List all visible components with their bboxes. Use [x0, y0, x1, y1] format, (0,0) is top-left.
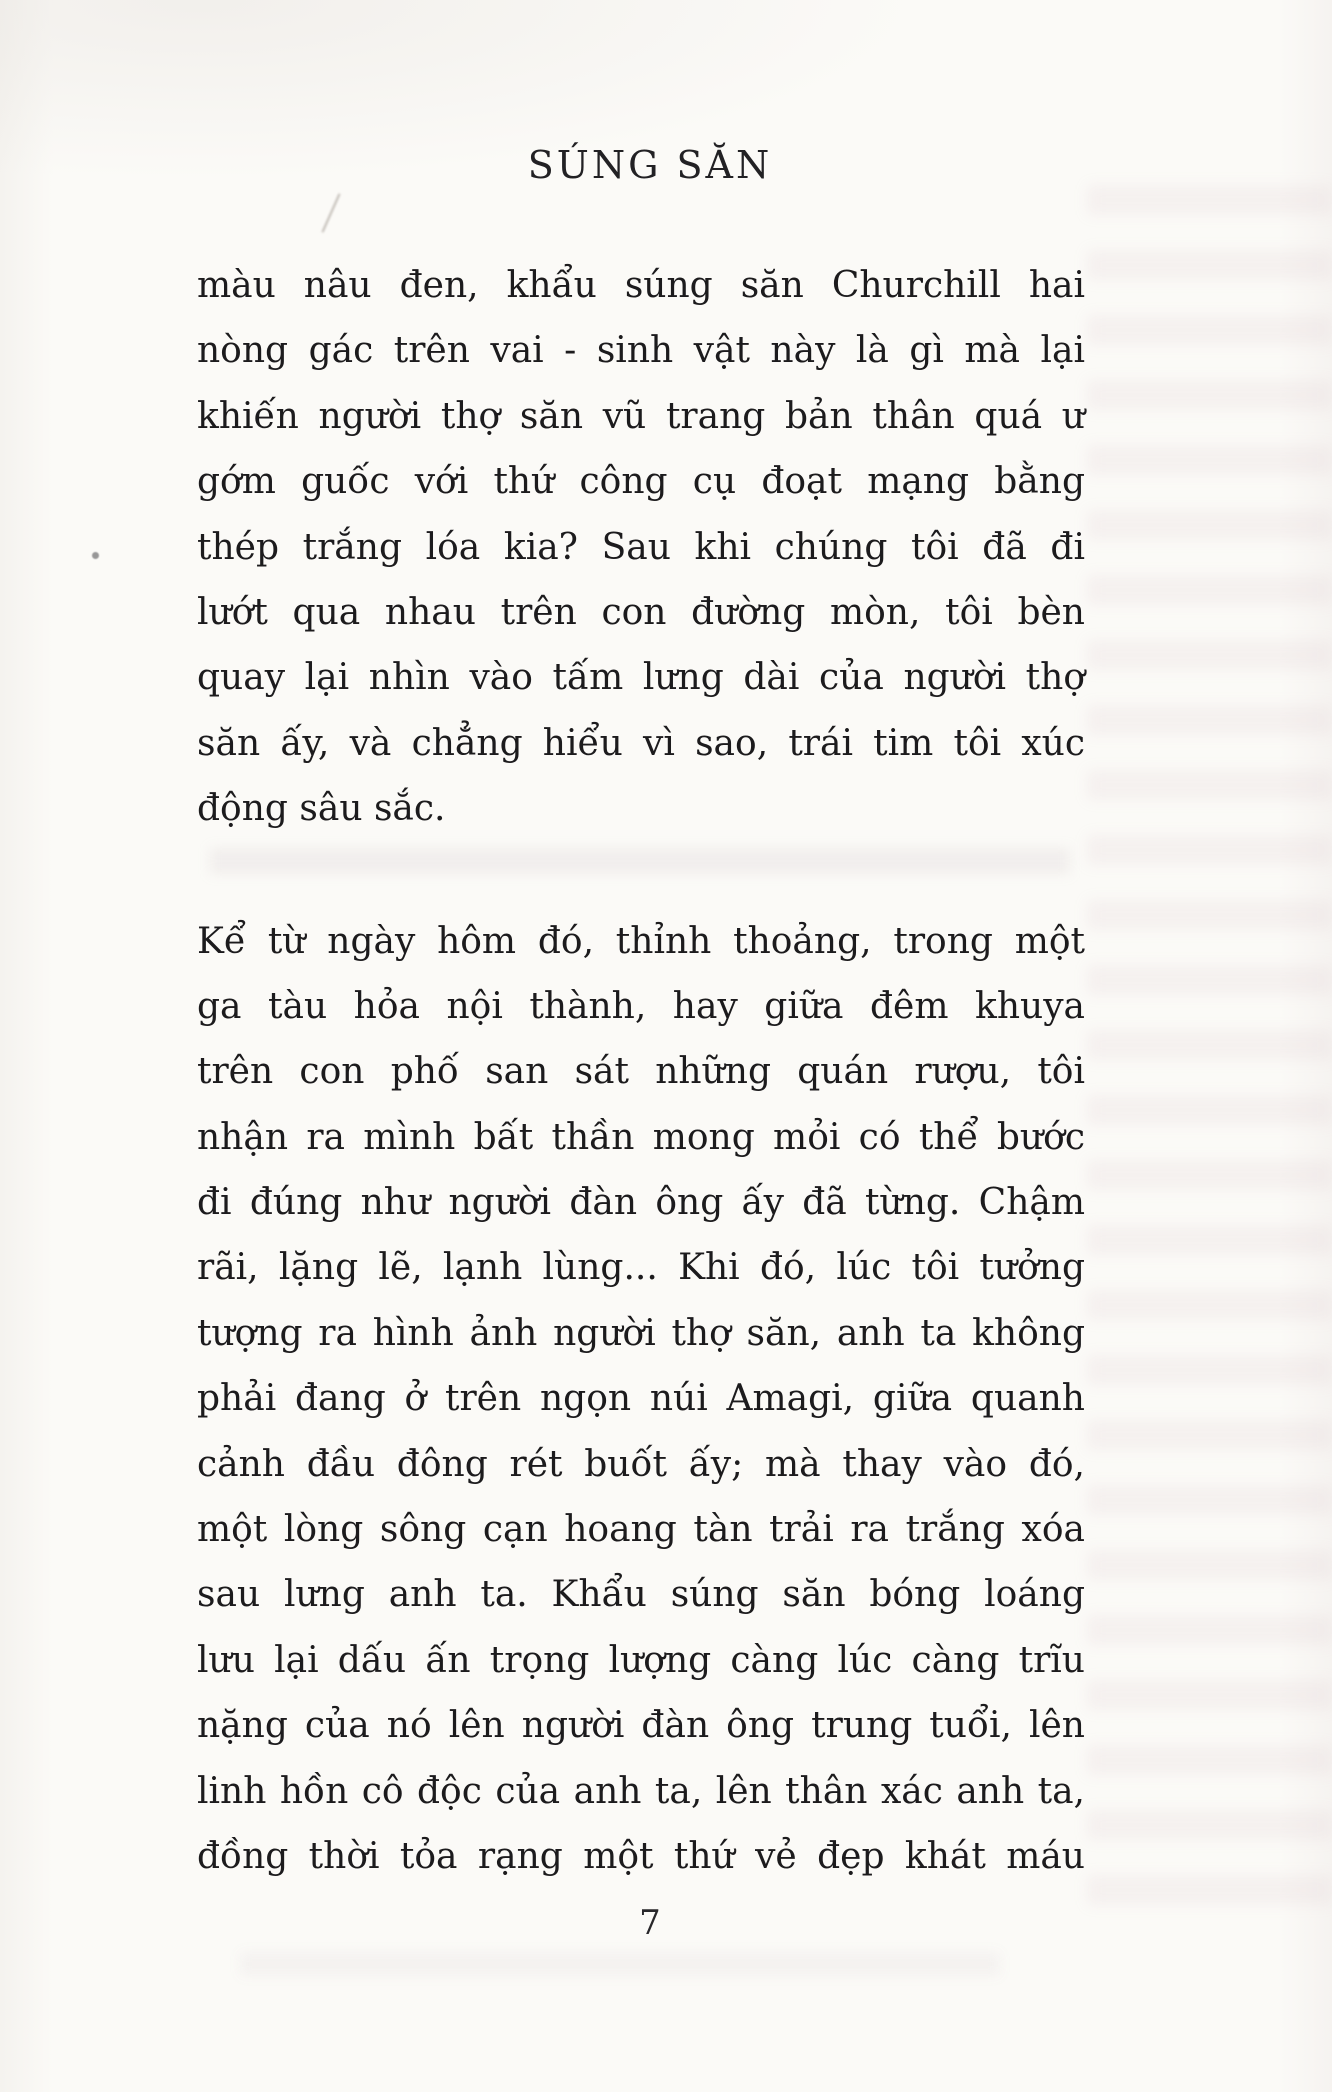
text-line: rãi, lặng lẽ, lạnh lùng... Khi đó, lúc tôi tưởng — [197, 1247, 1085, 1289]
text-line: linh hồn cô độc của anh ta, lên thân xác anh ta, — [197, 1770, 1085, 1812]
text-line: đi đúng như người đàn ông ấy đã từng. Chậm — [197, 1182, 1085, 1224]
ink-speck — [92, 552, 99, 559]
bleed-through-line — [240, 1952, 1000, 1976]
text-line: nòng gác trên vai - sinh vật này là gì mà lại — [197, 330, 1085, 372]
text-line: lướt qua nhau trên con đường mòn, tôi bèn — [197, 591, 1085, 633]
text-line: đồng thời tỏa rạng một thứ vẻ đẹp khát máu — [197, 1835, 1085, 1877]
text-line: gớm guốc với thứ công cụ đoạt mạng bằng — [197, 461, 1085, 503]
text-line: lưu lại dấu ấn trọng lượng càng lúc càng trĩu — [197, 1639, 1085, 1681]
scan-crease-mark — [322, 193, 341, 232]
chapter-title: SÚNG SĂN — [527, 143, 773, 187]
paragraph — [197, 253, 1085, 842]
text-line: động sâu sắc. — [197, 788, 446, 830]
text-line: Kể từ ngày hôm đó, thỉnh thoảng, trong một — [197, 920, 1085, 962]
text-line: phải đang ở trên ngọn núi Amagi, giữa quanh — [197, 1378, 1085, 1420]
text-line: tượng ra hình ảnh người thợ săn, anh ta không — [197, 1312, 1085, 1354]
bleed-through-band — [1087, 185, 1332, 1905]
page-number: 7 — [639, 1903, 661, 1943]
text-line: khiến người thợ săn vũ trang bản thân quá ư — [197, 395, 1085, 437]
text-line: màu nâu đen, khẩu súng săn Churchill hai — [197, 265, 1085, 306]
text-line: quay lại nhìn vào tấm lưng dài của người thợ — [197, 657, 1085, 699]
paragraph — [197, 909, 1085, 1890]
text-line: ga tàu hỏa nội thành, hay giữa đêm khuya — [197, 985, 1085, 1027]
text-line: một lòng sông cạn hoang tàn trải ra trắng xóa — [197, 1509, 1085, 1551]
text-line: săn ấy, và chẳng hiểu vì sao, trái tim tôi xúc — [197, 722, 1085, 764]
text-line: trên con phố san sát những quán rượu, tôi — [197, 1051, 1085, 1093]
text-line: cảnh đầu đông rét buốt ấy; mà thay vào đó, — [197, 1443, 1085, 1485]
text-line: thép trắng lóa kia? Sau khi chúng tôi đã đi — [197, 526, 1085, 568]
text-line: nặng của nó lên người đàn ông trung tuổi, lên — [197, 1705, 1085, 1747]
text-line: sau lưng anh ta. Khẩu súng săn bóng loáng — [197, 1574, 1085, 1616]
body-text — [197, 253, 1085, 1889]
text-line: nhận ra mình bất thần mong mỏi có thể bước — [197, 1116, 1085, 1158]
